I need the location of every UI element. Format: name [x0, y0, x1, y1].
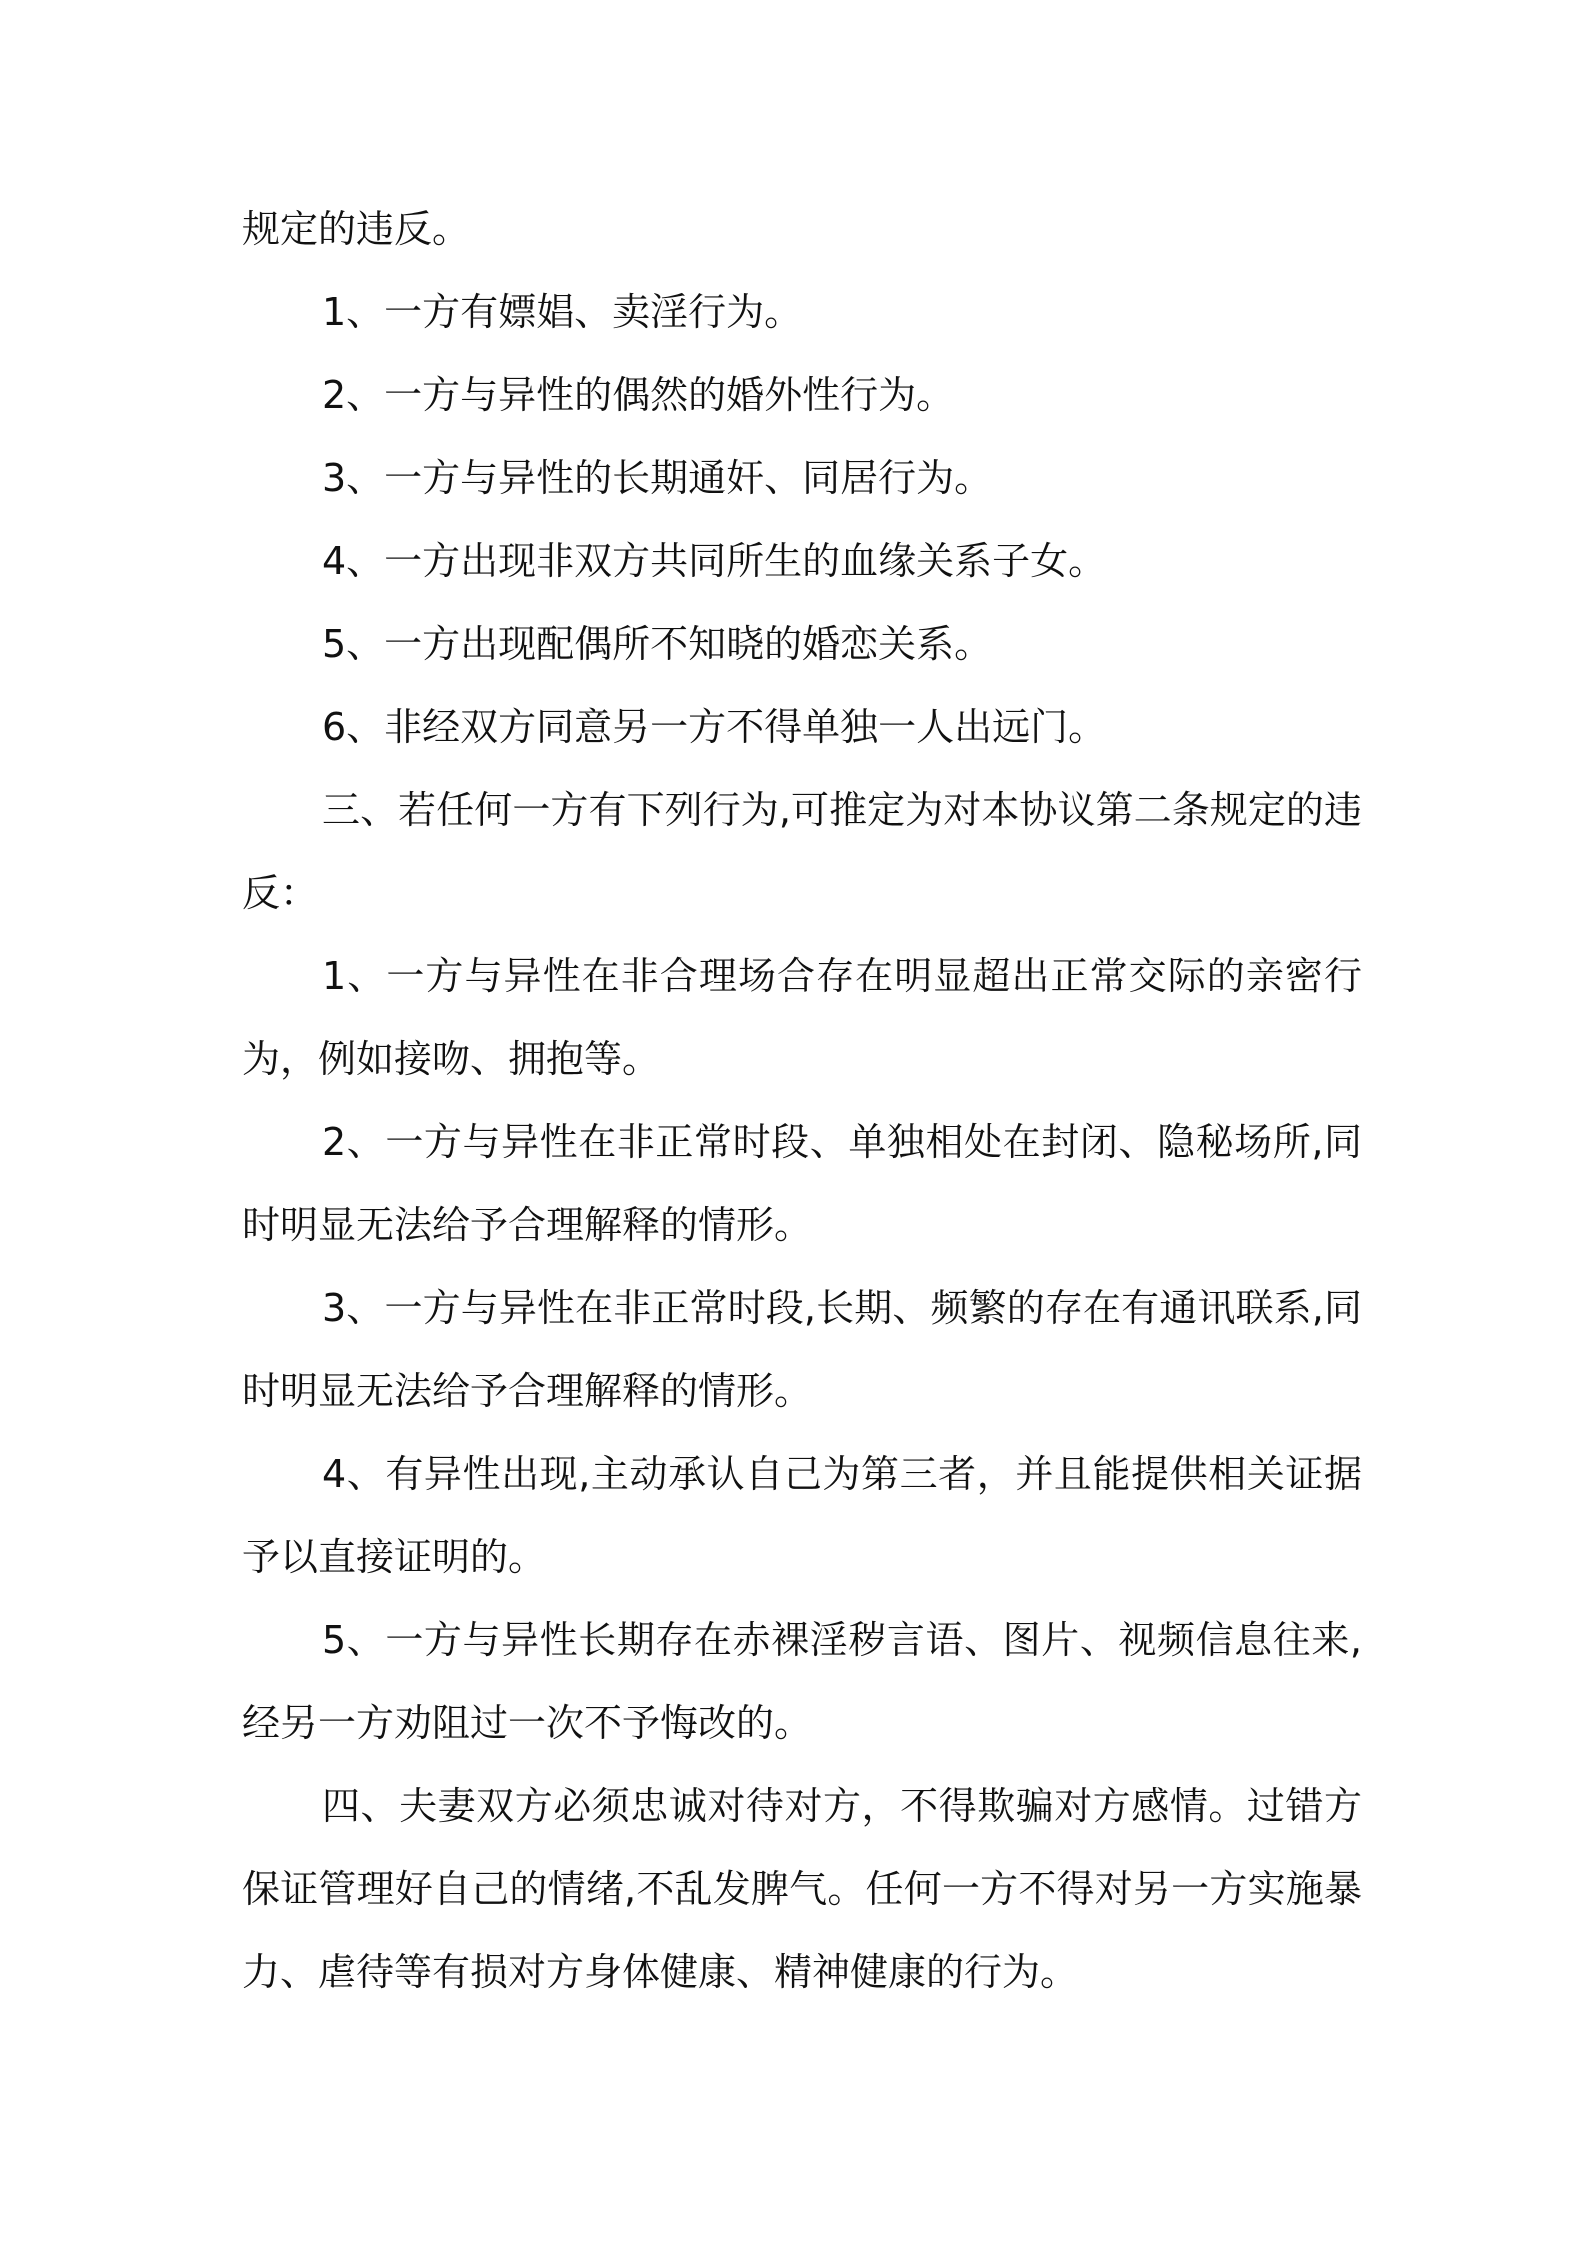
clause-item-1: 1、一方有嫖娼、卖淫行为。: [322, 290, 803, 334]
section-three-heading: 三、若任何一方有下列行为,可推定为对本协议第二条规定的违反：: [242, 788, 1362, 915]
clause-item-4: 4、一方出现非双方共同所生的血缘关系子女。: [322, 539, 1107, 583]
section-three-item-1: 1、一方与异性在非合理场合存在明显超出正常交际的亲密行为，例如接吻、拥抱等。: [242, 954, 1362, 1081]
section-three-item-3: 3、一方与异性在非正常时段,长期、频繁的存在有通讯联系,同时明显无法给予合理解释的情形。: [242, 1286, 1362, 1413]
clause-item-3: 3、一方与异性的长期通奸、同居行为。: [322, 456, 993, 500]
document-body: [242, 188, 1362, 2014]
clause-item-6: 6、非经双方同意另一方不得单独一人出远门。: [322, 705, 1107, 749]
clause-item-5: 5、一方出现配偶所不知晓的婚恋关系。: [322, 622, 993, 666]
paragraph-continuation: 规定的违反。: [242, 207, 471, 251]
clause-item-2: 2、一方与异性的偶然的婚外性行为。: [322, 373, 955, 417]
section-three-item-5: 5、一方与异性长期存在赤裸淫秽言语、图片、视频信息往来,经另一方劝阻过一次不予悔改的。: [242, 1618, 1362, 1745]
section-three-item-2: 2、一方与异性在非正常时段、单独相处在封闭、隐秘场所,同时明显无法给予合理解释的情形。: [242, 1120, 1362, 1247]
section-four-paragraph: 四、夫妻双方必须忠诚对待对方，不得欺骗对方感情。过错方保证管理好自己的情绪,不乱发脾气。任何一方不得对另一方实施暴力、虐待等有损对方身体健康、精神健康的行为。: [242, 1784, 1362, 1994]
section-three-item-4: 4、有异性出现,主动承认自己为第三者，并且能提供相关证据予以直接证明的。: [242, 1452, 1362, 1579]
